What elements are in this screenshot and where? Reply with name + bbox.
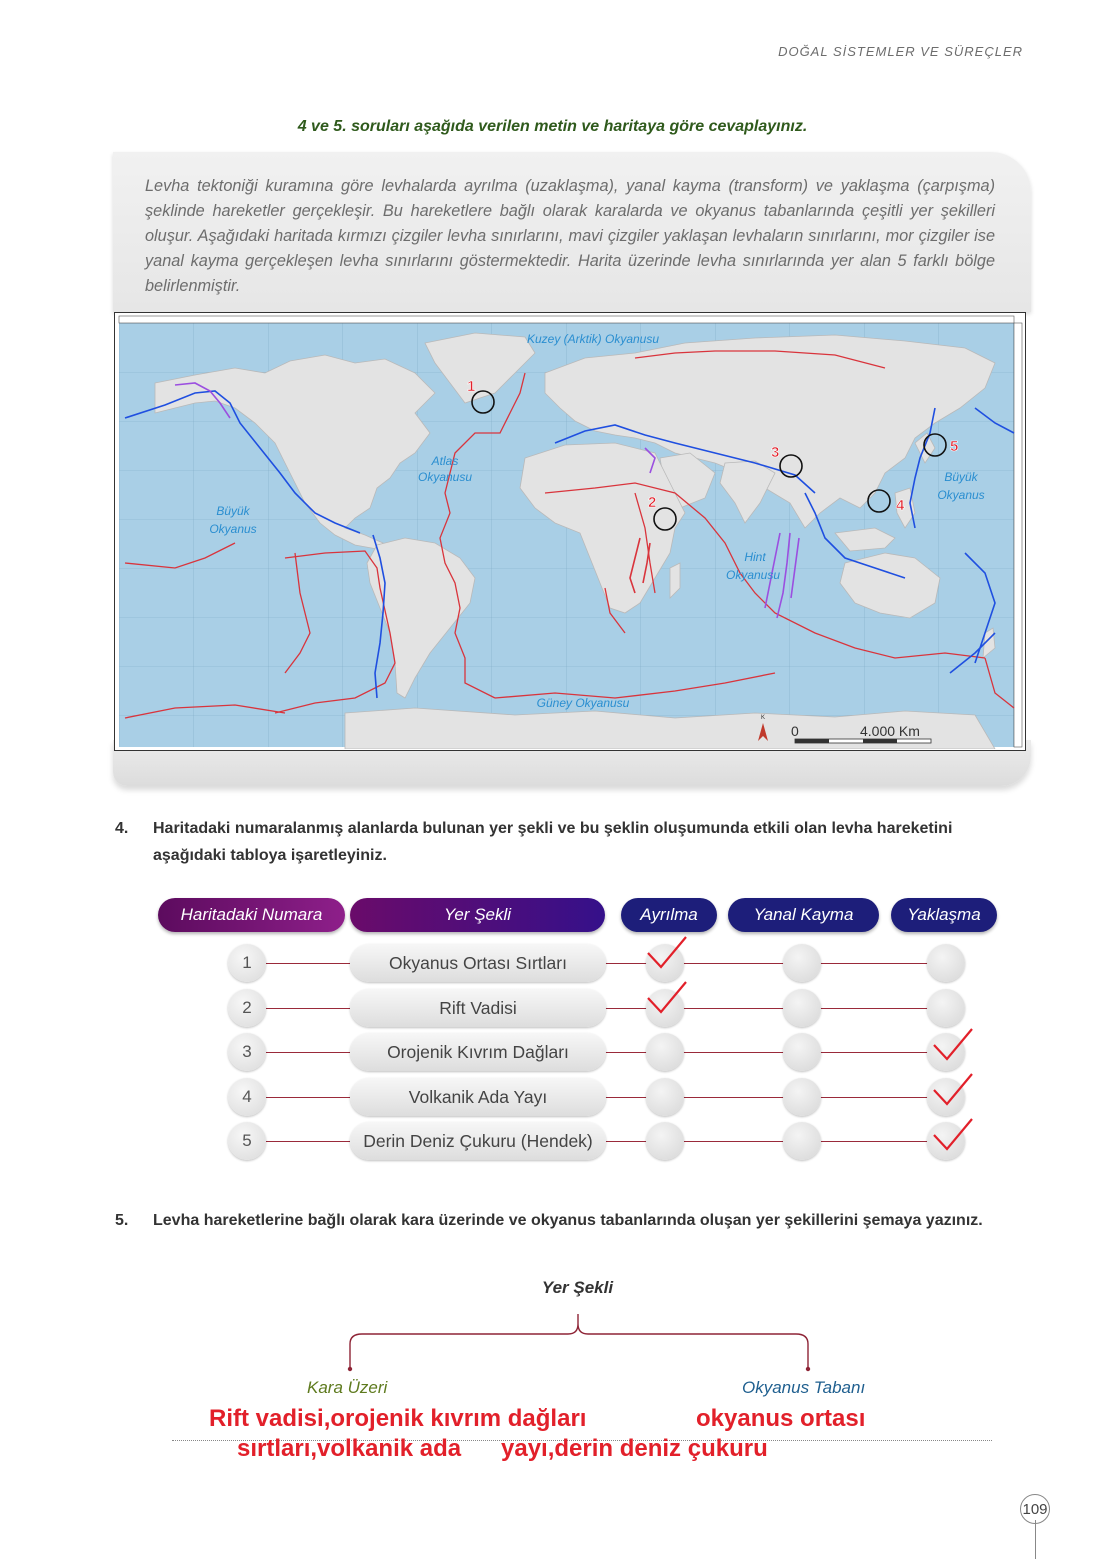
instruction-text: 4 ve 5. soruları aşağıda verilen metin ve haritaya göre cevaplayınız. [297, 118, 808, 135]
label-arctic: Kuzey (Arktik) Okyanusu [526, 332, 660, 346]
passage-text: Levha tektoniği kuramına göre levhalarda ayrılma (uzaklaşma), yanal kayma (transform) ve yaklaşma (çarpışma) şeklinde hareketler gerçekleşir. Bu hareketlere bağlı olarak karalarda ve okyanus tabanlarında çeşitli yer şekilleri oluşur. Aşağıdaki haritada kırmızı çizgiler levha sınırlarını, mavi çizgiler yaklaşan levhaların sınırlarını, mor çizgiler ise yanal kayma gerçekleşen levha sınırlarını göstermektedir. Harita üzerinde levha sınırlarında yer alan 5 farklı bölge belirlenmiştir. [145, 177, 995, 295]
question-4-number: 4. [115, 820, 129, 837]
row-number: 1 [228, 944, 266, 982]
svg-text:K: K [761, 715, 766, 721]
checkbox-divergent[interactable] [646, 1078, 684, 1116]
label-pacific-e-1: Büyük [944, 470, 978, 484]
header-divergent: Ayrılma [621, 898, 717, 932]
checkbox-convergent[interactable] [927, 989, 965, 1027]
svg-text:0: 0 [791, 723, 799, 739]
page-number: 109 [1020, 1494, 1050, 1524]
page-number-line [1035, 1520, 1036, 1559]
schema-title: Yer Şekli [541, 1278, 614, 1297]
passage-box [113, 152, 1031, 312]
check-mark-icon [930, 1025, 976, 1067]
label-indian-1: Hint [744, 550, 766, 564]
header-number: Haritadaki Numara [158, 898, 345, 932]
answer-line-1a: Rift vadisi,orojenik kıvrım dağları [209, 1405, 587, 1432]
svg-text:4: 4 [896, 497, 905, 514]
checkbox-transform[interactable] [783, 944, 821, 982]
header-convergent: Yaklaşma [891, 898, 997, 932]
answer-line-1b: okyanus ortası [696, 1405, 866, 1432]
checkbox-transform[interactable] [783, 1033, 821, 1071]
question-5-text: Levha hareketlerine bağlı olarak kara üzerinde ve okyanus tabanlarında oluşan yer şekillerini şemaya yazınız. [153, 1212, 983, 1229]
svg-text:4.000 Km: 4.000 Km [860, 723, 920, 739]
schema-brace [340, 1306, 820, 1374]
question-5-number: 5. [115, 1212, 129, 1229]
label-indian-2: Okyanusu [725, 568, 781, 582]
header-landform: Yer Şekli [350, 898, 605, 932]
section-header: DOĞAL SİSTEMLER VE SÜREÇLER [778, 44, 1023, 59]
row-number: 3 [228, 1033, 266, 1071]
checkbox-transform[interactable] [783, 1122, 821, 1160]
row-number: 2 [228, 989, 266, 1027]
header-transform: Yanal Kayma [728, 898, 879, 932]
question-4-text: Haritadaki numaralanmış alanlarda bulunan yer şekli ve bu şeklin oluşumunda etkili olan levha hareketini aşağıdaki tabloya işaretleyiniz. [153, 820, 953, 864]
row-landform: Orojenik Kıvrım Dağları [350, 1033, 606, 1071]
label-atlantic-1: Atlas [431, 454, 459, 468]
label-pacific-e-2: Okyanus [937, 488, 985, 502]
land-label: Kara Üzeri [307, 1378, 388, 1397]
svg-text:3: 3 [771, 444, 780, 461]
check-mark-icon [930, 1070, 976, 1112]
svg-text:1: 1 [467, 378, 476, 395]
checkbox-convergent[interactable] [927, 944, 965, 982]
row-landform: Derin Deniz Çukuru (Hendek) [350, 1122, 606, 1160]
row-number: 4 [228, 1078, 266, 1116]
row-landform: Rift Vadisi [350, 989, 606, 1027]
checkbox-transform[interactable] [783, 989, 821, 1027]
svg-text:2: 2 [648, 494, 657, 511]
answer-line-2b: yayı,derin deniz çukuru [501, 1435, 768, 1462]
label-pacific-w-2: Okyanus [209, 522, 257, 536]
row-landform: Okyanus Ortası Sırtları [350, 944, 606, 982]
label-pacific-w-1: Büyük [216, 504, 250, 518]
row-landform: Volkanik Ada Yayı [350, 1078, 606, 1116]
label-atlantic-2: Okyanusu [417, 470, 473, 484]
checkbox-transform[interactable] [783, 1078, 821, 1116]
check-mark-icon [644, 978, 690, 1020]
world-plate-map [114, 312, 1026, 751]
answer-line-2a: sırtları,volkanik ada [237, 1435, 462, 1462]
checkbox-divergent[interactable] [646, 1122, 684, 1160]
ocean-label: Okyanus Tabanı [742, 1378, 866, 1397]
row-number: 5 [228, 1122, 266, 1160]
checkbox-divergent[interactable] [646, 1033, 684, 1071]
label-southern: Güney Okyanusu [536, 696, 630, 710]
svg-text:5: 5 [950, 438, 959, 455]
check-mark-icon [644, 933, 690, 975]
check-mark-icon [930, 1115, 976, 1157]
